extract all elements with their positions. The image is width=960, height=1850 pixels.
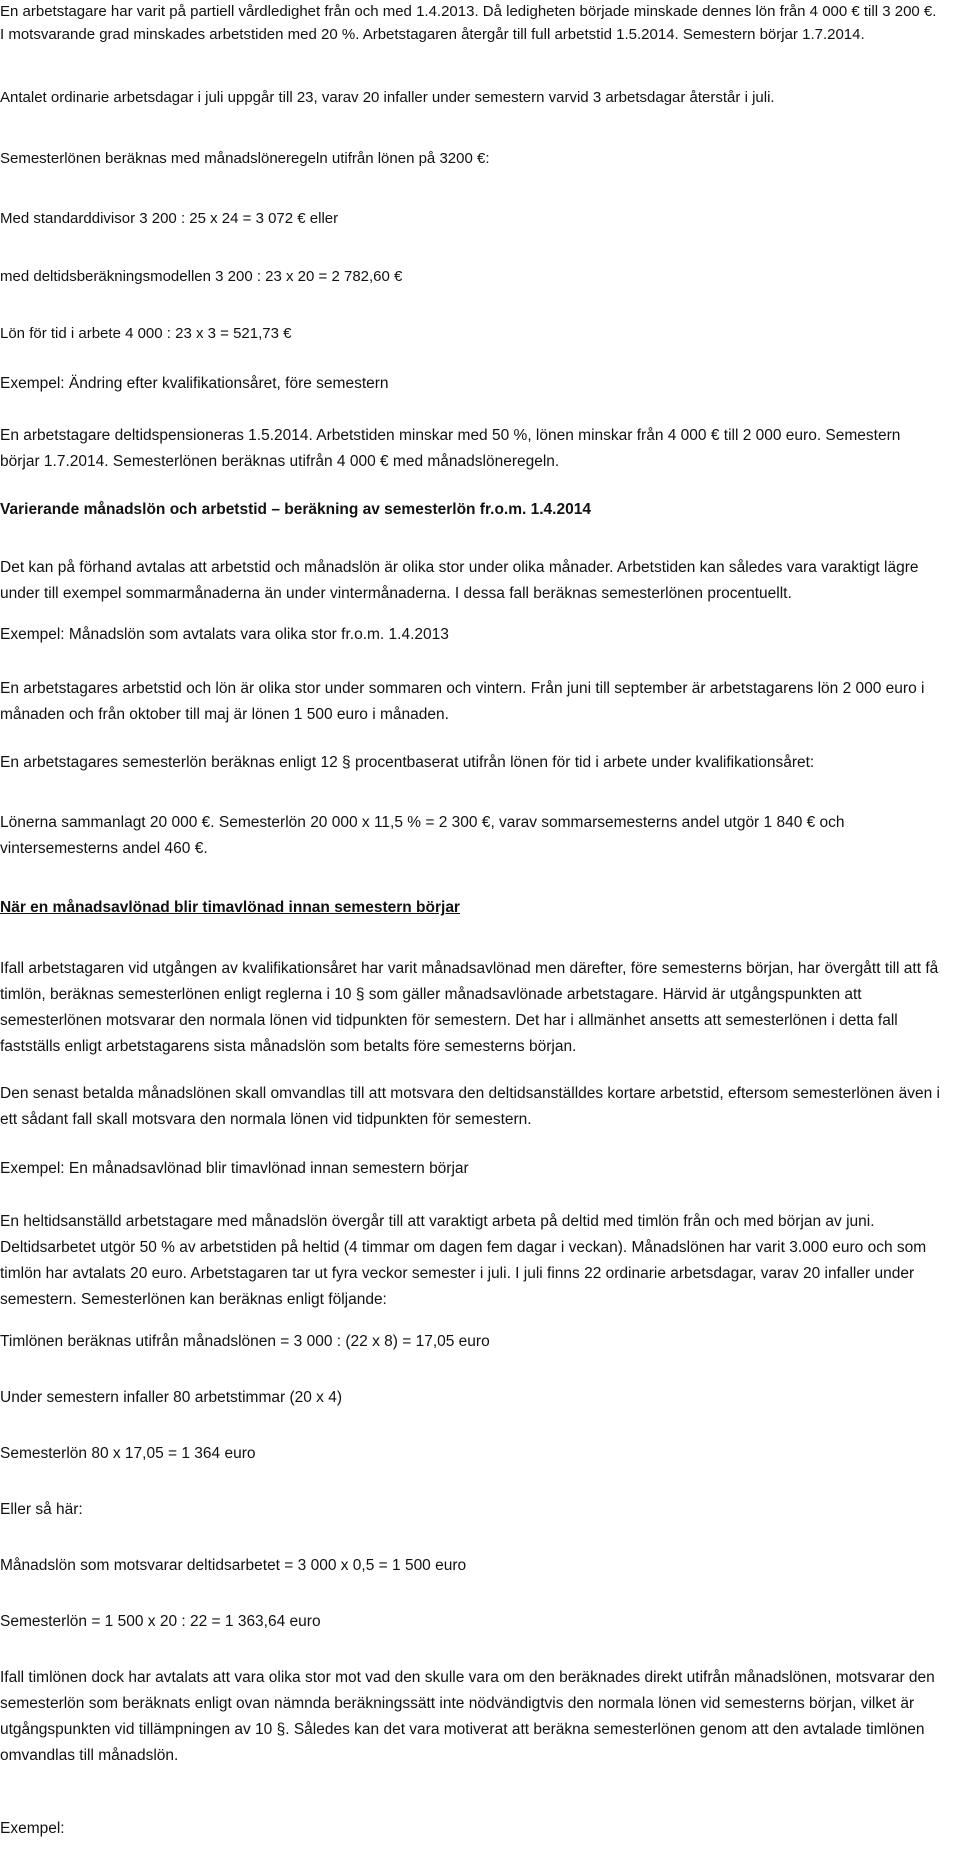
paragraph-sommar-vinter: En arbetstagares arbetstid och lön är olika stor under sommaren och vintern. Från juni till september är arbetstagarens lön 2 000 euro i månaden och från oktober till maj är lönen 1 500 euro i månaden. [0, 680, 925, 723]
example-heading-timavlonad: Exempel: En månadsavlönad blir timavlönad innan semestern börjar [0, 1160, 469, 1177]
paragraph-olika-manader: Det kan på förhand avtalas att arbetstid och månadslön är olika stor under olika månader. Arbetstiden kan således vara varaktigt lägre under till exempel sommarmånaderna än under vintermånaderna. I dessa fall beräknas semesterlönen procentuellt. [0, 559, 919, 602]
paragraph-deltidspensionering: En arbetstagare deltidspensioneras 1.5.2014. Arbetstiden minskar med 50 %, lönen minskar från 4 000 € till 2 000 euro. Semestern börjar 1.7.2014. Semesterlönen beräknas utifrån 4 000 € med månadslöneregeln. [0, 427, 901, 470]
section-heading-varierande-manadslon: Varierande månadslön och arbetstid – beräkning av semesterlön fr.o.m. 1.4.2014 [0, 501, 591, 518]
paragraph-omvandlas: Den senast betalda månadslönen skall omvandlas till att motsvara den deltidsanställdes kortare arbetstid, eftersom semesterlönen även i ett sådant fall skall motsvara den normala lönen vid tidpunkten för semestern. [0, 1085, 940, 1128]
example-heading-manadslon: Exempel: Månadslön som avtalats vara olika stor fr.o.m. 1.4.2013 [0, 626, 449, 643]
calc-semesterlon-manad: Semesterlön = 1 500 x 20 : 22 = 1 363,64 euro [0, 1613, 321, 1630]
calc-arbetstimmar: Under semestern infaller 80 arbetstimmar (20 x 4) [0, 1389, 342, 1406]
paragraph-arbetsdagar-juli: Antalet ordinarie arbetsdagar i juli uppgår till 23, varav 20 infaller under semestern varvid 3 arbetsdagar återstår i juli. [0, 89, 775, 106]
section-heading-timavlonad: När en månadsavlönad blir timavlönad innan semestern börjar [0, 899, 460, 916]
paragraph-heltidsanstalld: En heltidsanställd arbetstagare med månadslön övergår till att varaktigt arbeta på deltid med timlön från och med början av juni. Deltidsarbetet utgör 50 % av arbetstiden på heltid (4 timmar om dagen fem dagar i veckan). Månadslönen har varit 3.000 euro och som timlön har avtalats 20 euro. Arbetstagaren tar ut fyra veckor semester i juli. I juli finns 22 ordinarie arbetsdagar, varav 20 infaller under semestern. Semesterlönen kan beräknas enligt följande: [0, 1213, 927, 1308]
paragraph-vardledighet-intro: En arbetstagare har varit på partiell vårdledighet från och med 1.4.2013. Då ledigheten började minskade dennes lön från 4 000 € till 3 200 €. I motsvarande grad minskades arbetstiden med 20 %. Arbetstagaren återgår till full arbetstid 1.5.2014. Semestern börjar 1.7.2014. [0, 3, 937, 43]
calc-manadslon-deltid: Månadslön som motsvarar deltidsarbetet = 3 000 x 0,5 = 1 500 euro [0, 1557, 467, 1574]
calc-standarddivisor: Med standarddivisor 3 200 : 25 x 24 = 3 072 € eller [0, 210, 339, 227]
calc-semesterlon-timmar: Semesterlön 80 x 17,05 = 1 364 euro [0, 1445, 256, 1462]
calc-timlon: Timlönen beräknas utifrån månadslönen = 3 000 : (22 x 8) = 17,05 euro [0, 1333, 490, 1350]
paragraph-manadsloneregeln: Semesterlönen beräknas med månadslöneregeln utifrån lönen på 3200 €: [0, 150, 490, 167]
paragraph-eller-sa-har: Eller så här: [0, 1501, 83, 1518]
example-heading-andring: Exempel: Ändring efter kvalifikationsåret, före semestern [0, 375, 389, 392]
paragraph-kvalifikationsaret: Ifall arbetstagaren vid utgången av kvalifikationsåret har varit månadsavlönad men därefter, före semesterns början, har övergått till att få timlön, beräknas semesterlönen enligt reglerna i 10 § som gäller månadsavlönade arbetstagare. Härvid är utgångspunkten att semesterlönen motsvarar den normala lönen vid tidpunkten för semestern. Det har i allmänhet ansetts att semesterlönen i detta fall fastställs enligt arbetstagarens sista månadslön som betalts före semesterns början. [0, 960, 939, 1055]
calc-lon-tid-i-arbete: Lön för tid i arbete 4 000 : 23 x 3 = 521,73 € [0, 325, 292, 342]
example-heading-final: Exempel: [0, 1820, 65, 1837]
paragraph-lonerna-sammanlagt: Lönerna sammanlagt 20 000 €. Semesterlön 20 000 x 11,5 % = 2 300 €, varav sommarsemesterns andel utgör 1 840 € och vintersemesterns andel 460 €. [0, 814, 845, 857]
paragraph-avtalad-timlon: Ifall timlönen dock har avtalats att vara olika stor mot vad den skulle vara om den beräknades direkt utifrån månadslönen, motsvarar den semesterlön som beräknats enligt ovan nämnda beräkningssätt inte nödvändigtvis den normala lönen vid semesterns början, vilket är utgångspunkten vid tillämpningen av 10 §. Således kan det vara motiverat att beräkna semesterlönen genom att den avtalade timlönen omvandlas till månadslön. [0, 1669, 935, 1764]
calc-deltidsberakning: med deltidsberäkningsmodellen 3 200 : 23 x 20 = 2 782,60 € [0, 268, 403, 285]
paragraph-procentbaserat: En arbetstagares semesterlön beräknas enligt 12 § procentbaserat utifrån lönen för tid i arbete under kvalifikationsåret: [0, 754, 815, 771]
